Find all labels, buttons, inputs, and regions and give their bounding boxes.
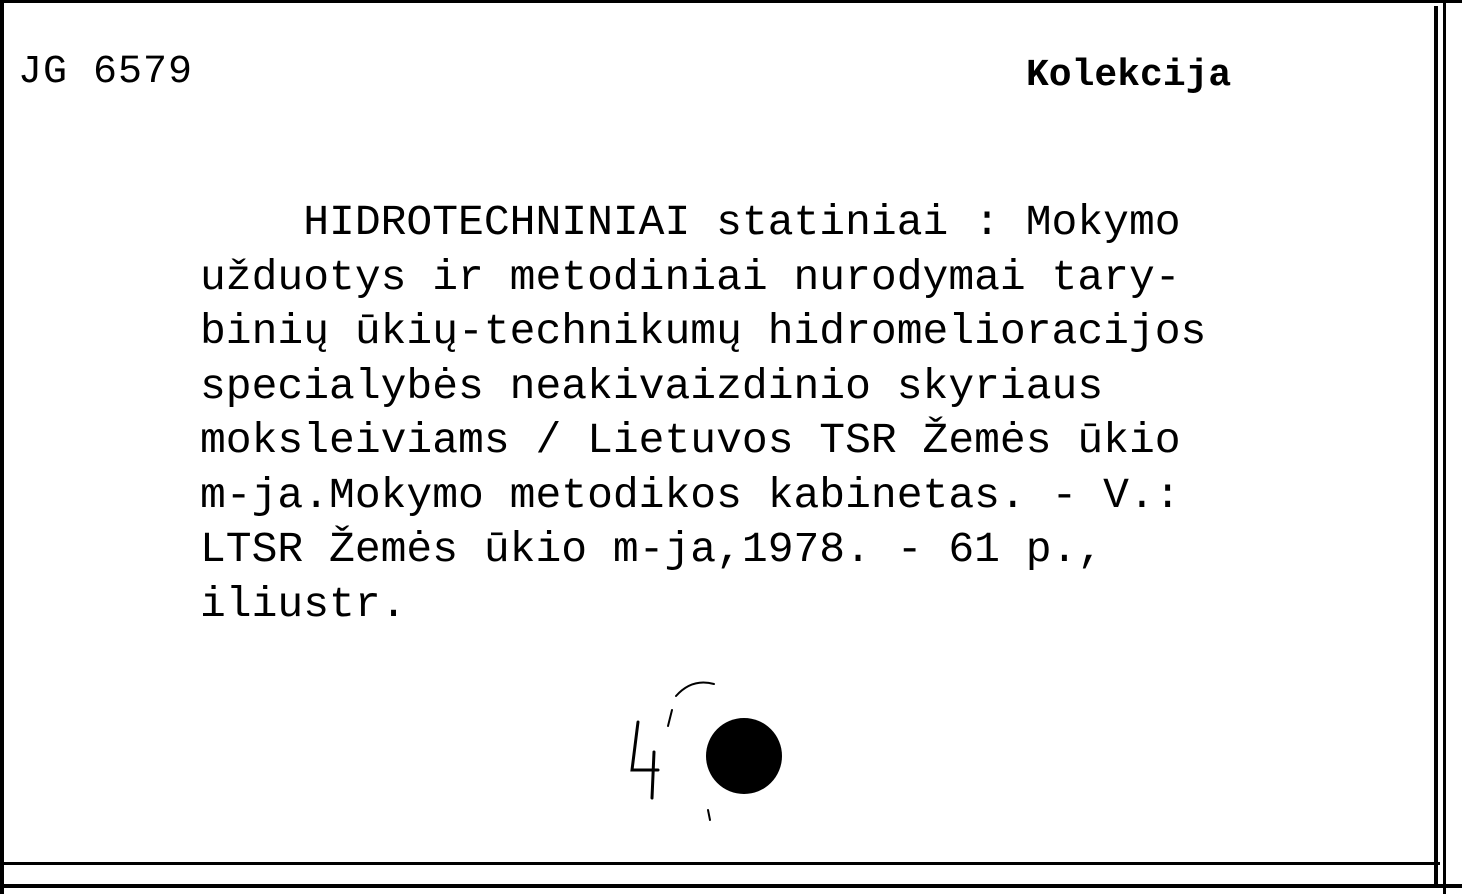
entry-line: moksleiviams / Lietuvos TSR Žemės ūkio xyxy=(200,416,1181,465)
entry-line: iliustr. xyxy=(200,579,407,629)
call-number: JG 6579 xyxy=(18,50,194,95)
entry-line: HIDROTECHNINIAI statiniai : Mokymo xyxy=(200,198,1181,247)
handwritten-mark xyxy=(610,670,810,840)
bibliographic-entry xyxy=(200,196,1415,632)
card-border-bottom xyxy=(0,862,1440,865)
entry-line: užduotys ir metodiniai nurodymai tary- xyxy=(200,252,1181,302)
entry-line: specialybės neakivaizdinio skyriaus xyxy=(200,361,1104,411)
entry-line: LTSR Žemės ūkio m-ja,1978. - 61 p., xyxy=(200,525,1104,574)
entry-line: m-ja.Mokymo metodikos kabinetas. - V.: xyxy=(200,470,1181,520)
entry-line: binių ūkių-technikumų hidromelioracijos xyxy=(200,307,1207,356)
collection-label: Kolekcija xyxy=(1026,54,1232,97)
card-border-right-outer xyxy=(1443,0,1446,894)
punch-hole xyxy=(706,718,782,794)
card-border-right xyxy=(1434,6,1438,884)
card-border-left xyxy=(0,0,4,894)
card-border-top xyxy=(0,0,1462,3)
card-border-bottom-outer xyxy=(0,884,1462,888)
